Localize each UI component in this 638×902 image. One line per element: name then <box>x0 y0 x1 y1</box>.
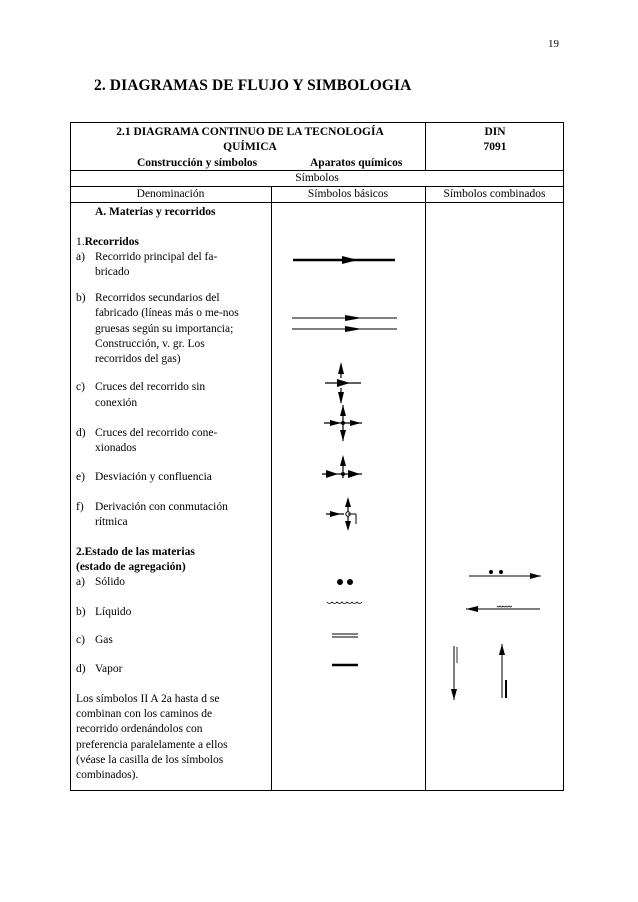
item-line: Cruces del recorrido sin <box>95 381 206 393</box>
item-line: fabricado (líneas más o me-nos <box>95 307 239 319</box>
item-letter: c) <box>76 381 85 393</box>
item-line: bricado <box>95 266 130 278</box>
item-label-solid: Sólido <box>95 576 126 588</box>
din-number: 7091 <box>483 141 507 153</box>
table-title-line1: 2.1 DIAGRAMA CONTINUO DE LA TECNOLOGÍA <box>116 126 384 138</box>
vapor-combined-symbol <box>499 644 506 698</box>
item-line: Construcción, v. gr. Los <box>95 338 205 350</box>
col-header-basic-symbols: Símbolos básicos <box>307 188 389 200</box>
item-line: conexión <box>95 397 138 409</box>
liquid-combined-symbol <box>466 606 540 612</box>
section-a-title: A. Materias y recorridos <box>95 206 216 218</box>
din-label: DIN <box>484 126 506 138</box>
item-line: Derivación con conmutación <box>95 501 228 513</box>
main-route-symbol <box>293 256 395 264</box>
item-line: recorridos del gas) <box>95 353 181 365</box>
section-heading: 2. DIAGRAMAS DE FLUJO Y SIMBOLOGIA <box>94 77 412 94</box>
deviation-confluence-symbol <box>322 455 362 478</box>
recorridos-heading: 1.Recorridos <box>76 236 139 248</box>
item-line: Recorridos secundarios del <box>95 292 220 304</box>
rhythmic-switching-symbol <box>326 497 356 531</box>
gas-combined-symbol <box>451 646 457 700</box>
item-line: xionados <box>95 442 137 454</box>
item-letter: d) <box>76 427 86 439</box>
subheader-apparatus: Aparatos químicos <box>310 157 403 169</box>
col-header-denomination: Denominación <box>136 188 205 200</box>
item-letter: d) <box>76 663 86 675</box>
item-label-liquid: Líquido <box>95 606 132 618</box>
item-letter: f) <box>76 501 84 513</box>
item-letter: a) <box>76 576 85 588</box>
footnote-line: Los símbolos II A 2a hasta d se <box>76 693 220 705</box>
footnote-line: (véase la casilla de los símbolos <box>76 754 224 766</box>
table-title-line2: QUÍMICA <box>223 141 277 153</box>
item-letter: a) <box>76 251 85 263</box>
footnote-line: recorrido ordenándolos con <box>76 723 203 735</box>
item-label-vapor: Vapor <box>95 663 123 675</box>
item-line: Recorrido principal del fa- <box>95 251 218 263</box>
liquid-symbol <box>327 602 362 604</box>
item-label-gas: Gas <box>95 634 113 646</box>
item-line: rítmica <box>95 516 128 528</box>
footnote-line: preferencia paralelamente a ellos <box>76 739 228 751</box>
item-letter: b) <box>76 292 86 304</box>
item-letter: b) <box>76 606 86 618</box>
secondary-routes-symbol <box>292 315 397 332</box>
item-line: Desviación y confluencia <box>95 471 212 483</box>
estado-heading-line1: 2.Estado de las materias <box>76 546 195 558</box>
item-letter: c) <box>76 634 85 646</box>
item-line: gruesas según su importancia; <box>95 323 234 335</box>
estado-heading-line2: (estado de agregación) <box>76 561 186 573</box>
footnote-line: combinan con los caminos de <box>76 708 213 720</box>
footnote-line: combinados). <box>76 769 139 781</box>
item-line: Cruces del recorrido cone- <box>95 427 218 439</box>
solid-combined-symbol <box>469 570 541 579</box>
col-header-combined-symbols: Símbolos combinados <box>443 188 546 200</box>
crossing-no-connection-symbol <box>325 362 361 404</box>
symbols-header: Símbolos <box>295 172 339 184</box>
gas-symbol <box>332 634 358 637</box>
subheader-construction: Construcción y símbolos <box>137 157 258 169</box>
item-letter: e) <box>76 471 85 483</box>
solid-symbol <box>337 579 353 585</box>
crossing-connected-symbol <box>324 405 362 441</box>
page-number: 19 <box>548 38 559 50</box>
